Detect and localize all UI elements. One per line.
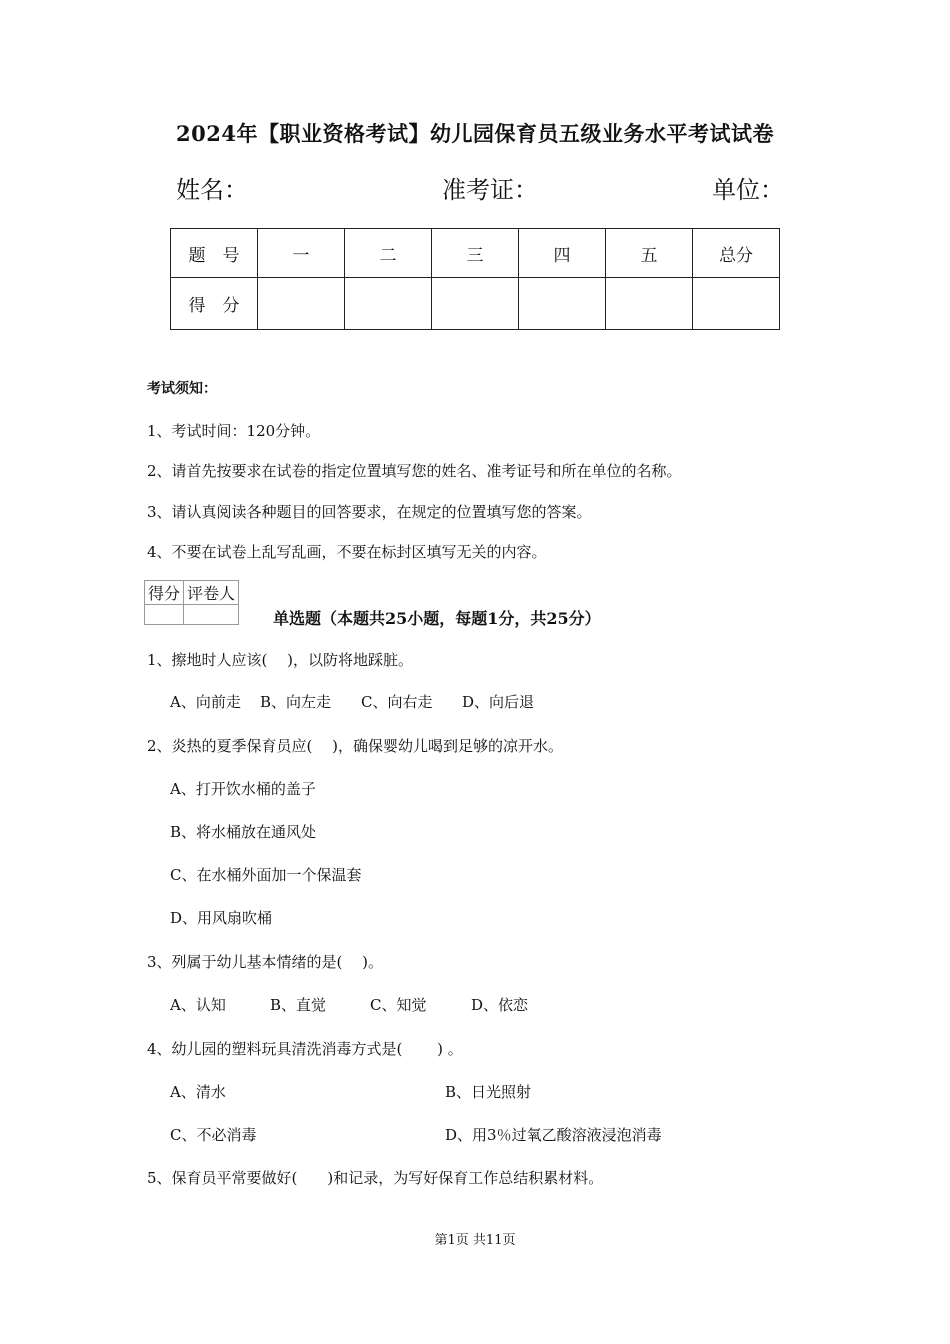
score-cell-4[interactable] bbox=[519, 278, 606, 330]
question-3-option-a[interactable]: A、认知 bbox=[170, 996, 226, 1014]
score-cell-3[interactable] bbox=[432, 278, 519, 330]
question-1-option-b[interactable]: B、向左走 bbox=[260, 693, 332, 711]
question-1-option-a[interactable]: A、向前走 bbox=[170, 693, 241, 711]
score-header-3: 三 bbox=[432, 229, 519, 278]
page-footer: 第1页 共11页 bbox=[434, 1233, 516, 1248]
question-1-stem: 1、擦地时人应该( )，以防将地踩脏。 bbox=[147, 651, 414, 669]
score-row-label: 得 分 bbox=[171, 278, 258, 330]
score-header-5: 五 bbox=[606, 229, 693, 278]
score-cell-1[interactable] bbox=[258, 278, 345, 330]
question-2-option-b[interactable]: B、将水桶放在通风处 bbox=[170, 823, 317, 841]
unit-label: 单位： bbox=[712, 176, 784, 204]
score-cell-2[interactable] bbox=[345, 278, 432, 330]
question-2-option-a[interactable]: A、打开饮水桶的盖子 bbox=[170, 780, 316, 798]
exam-number-label: 准考证： bbox=[442, 176, 538, 204]
question-3-option-b[interactable]: B、直觉 bbox=[270, 996, 327, 1014]
score-cell-5[interactable] bbox=[606, 278, 693, 330]
question-1-option-c[interactable]: C、向右走 bbox=[361, 693, 433, 711]
score-header-4: 四 bbox=[519, 229, 606, 278]
question-3-stem: 3、列属于幼儿基本情绪的是( )。 bbox=[147, 953, 384, 971]
question-2-option-c[interactable]: C、在水桶外面加一个保温套 bbox=[170, 866, 362, 884]
grader-reviewer-label: 评卷人 bbox=[184, 581, 239, 605]
question-2-option-d[interactable]: D、用风扇吹桶 bbox=[170, 909, 273, 927]
question-1-option-d[interactable]: D、向后退 bbox=[462, 693, 535, 711]
question-5-stem: 5、保育员平常要做好( )和记录，为写好保育工作总结积累材料。 bbox=[147, 1169, 604, 1187]
notice-item-1: 1、考试时间：120分钟。 bbox=[147, 422, 321, 440]
section-title: 单选题（本题共25小题，每题1分，共25分） bbox=[273, 609, 601, 628]
score-table-header-row bbox=[171, 229, 780, 278]
question-3-option-d[interactable]: D、依恋 bbox=[471, 996, 529, 1014]
score-table bbox=[170, 228, 780, 330]
grader-score-label: 得分 bbox=[145, 581, 184, 605]
question-3-option-c[interactable]: C、知觉 bbox=[370, 996, 427, 1014]
notice-item-3: 3、请认真阅读各种题目的回答要求，在规定的位置填写您的答案。 bbox=[147, 503, 592, 521]
question-4-stem: 4、幼儿园的塑料玩具清洗消毒方式是( ) 。 bbox=[147, 1040, 463, 1058]
exam-title: 2024年【职业资格考试】幼儿园保育员五级业务水平考试试卷 bbox=[176, 121, 774, 146]
notice-item-4: 4、不要在试卷上乱写乱画，不要在标封区填写无关的内容。 bbox=[147, 543, 547, 561]
name-label: 姓名： bbox=[176, 176, 248, 204]
grader-score-cell[interactable] bbox=[145, 605, 184, 625]
grader-box bbox=[144, 580, 239, 625]
question-2-stem: 2、炎热的夏季保育员应( )，确保婴幼儿喝到足够的凉开水。 bbox=[147, 737, 564, 755]
grader-reviewer-cell[interactable] bbox=[184, 605, 239, 625]
question-4-option-d[interactable]: D、用3％过氧乙酸溶液浸泡消毒 bbox=[445, 1126, 662, 1144]
score-header-total: 总分 bbox=[693, 229, 780, 278]
notice-title: 考试须知： bbox=[147, 381, 217, 397]
score-header-1: 一 bbox=[258, 229, 345, 278]
score-header-question-no: 题 号 bbox=[171, 229, 258, 278]
question-4-option-a[interactable]: A、清水 bbox=[170, 1083, 226, 1101]
question-4-option-c[interactable]: C、不必消毒 bbox=[170, 1126, 257, 1144]
score-cell-total[interactable] bbox=[693, 278, 780, 330]
score-header-2: 二 bbox=[345, 229, 432, 278]
notice-item-2: 2、请首先按要求在试卷的指定位置填写您的姓名、准考证号和所在单位的名称。 bbox=[147, 462, 682, 480]
score-table-score-row bbox=[171, 278, 780, 330]
question-4-option-b[interactable]: B、日光照射 bbox=[445, 1083, 532, 1101]
